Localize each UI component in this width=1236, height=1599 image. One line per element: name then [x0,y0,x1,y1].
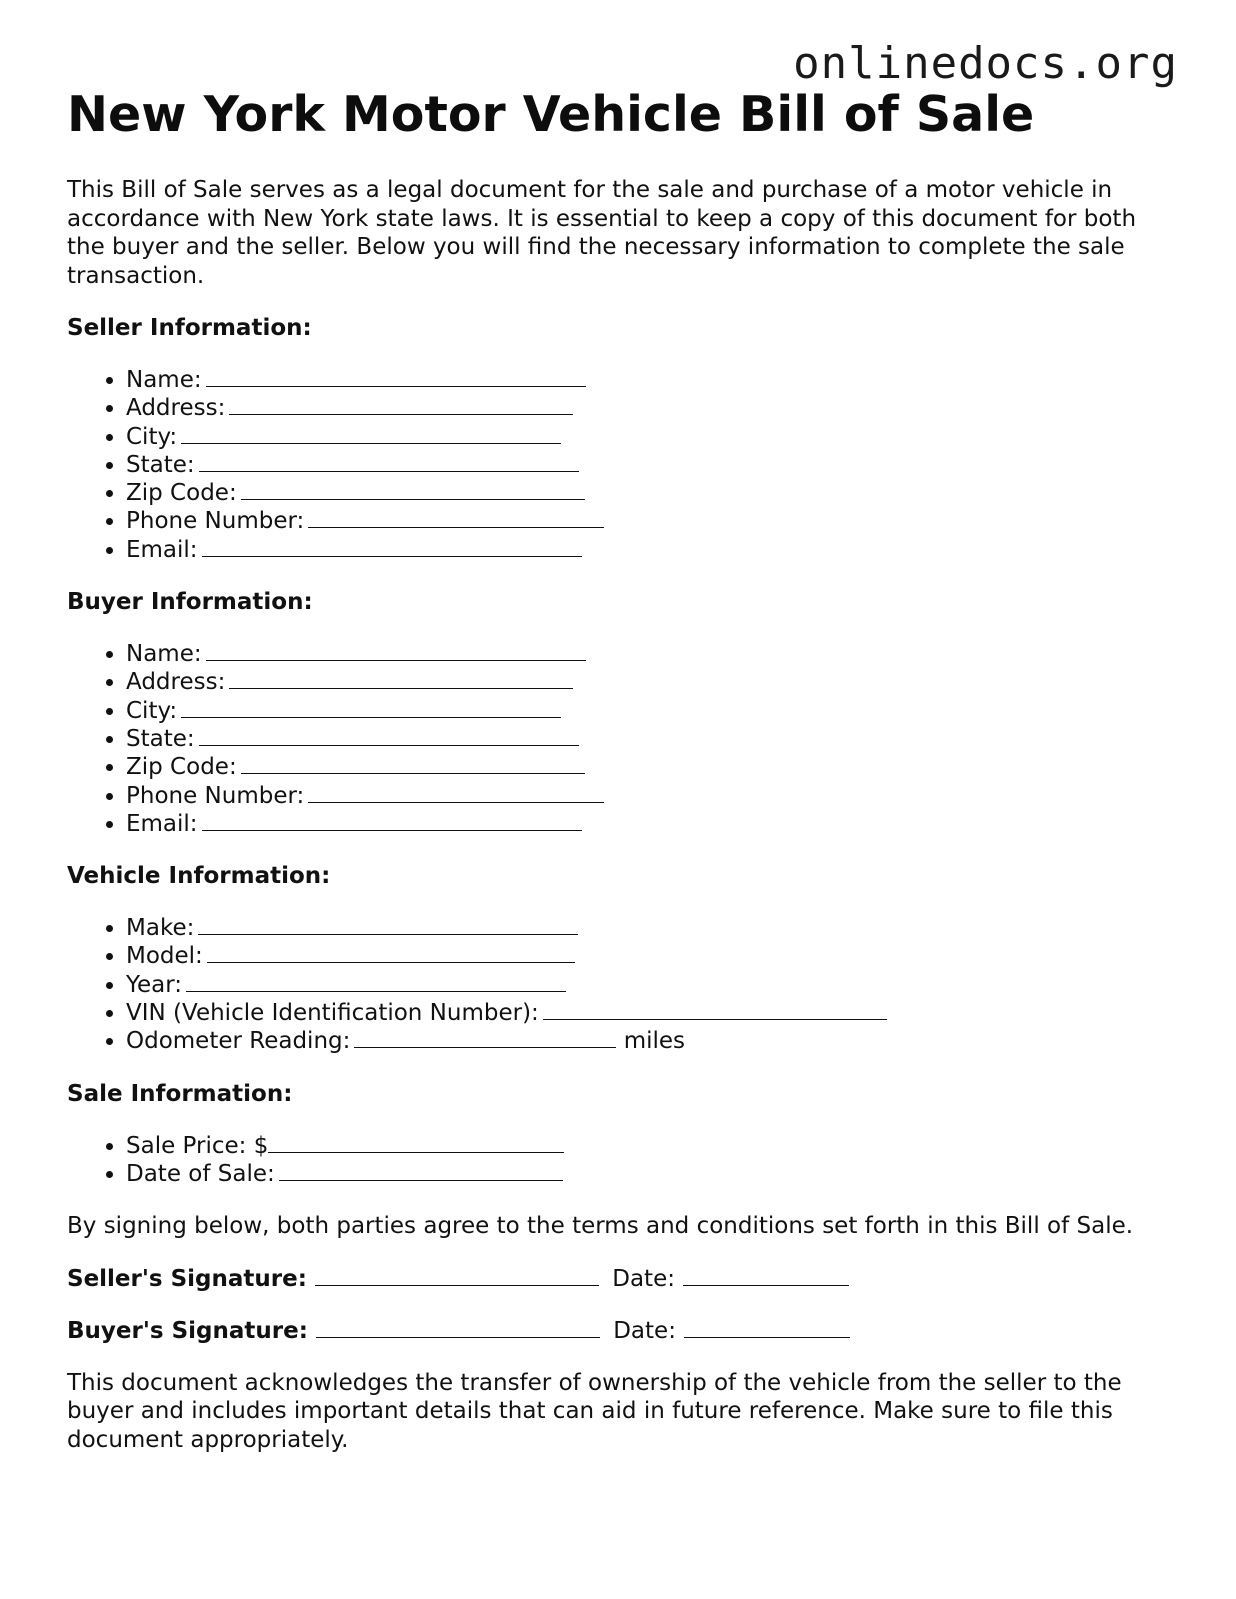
buyer-address-blank[interactable] [229,668,573,689]
buyer-city-blank[interactable] [181,697,561,718]
buyer-name-blank[interactable] [206,640,586,661]
buyer-date-blank[interactable] [684,1317,850,1338]
page-title: New York Motor Vehicle Bill of Sale [67,86,1035,143]
buyer-city-field: • City: [126,697,1177,725]
buyer-phone-blank[interactable] [308,782,604,803]
seller-heading: Seller Information: [67,315,312,341]
buyer-email-blank[interactable] [202,810,582,831]
vehicle-make-blank[interactable] [198,914,578,935]
sale-heading: Sale Information: [67,1080,293,1107]
seller-state-field: • State: [126,451,1177,479]
vehicle-odometer-field: • Odometer Reading: miles [126,1027,1177,1055]
vehicle-model-blank[interactable] [207,942,575,963]
seller-phone-field: • Phone Number: [126,507,1177,535]
buyer-email-field: • Email: [126,810,1177,838]
vehicle-odometer-blank[interactable] [354,1027,616,1048]
seller-address-blank[interactable] [229,394,573,415]
sale-fields [67,1132,1177,1189]
buyer-name-field: • Name: [126,640,1177,668]
seller-date-label: Date: [612,1265,675,1292]
vehicle-vin-blank[interactable] [543,999,887,1020]
buyer-signature-line [67,1317,1177,1345]
seller-city-blank[interactable] [181,423,561,444]
buyer-zip-blank[interactable] [241,753,585,774]
seller-signature-blank[interactable] [315,1265,599,1286]
seller-signature-label: Seller's Signature: [67,1265,307,1292]
seller-signature-line [67,1265,1177,1293]
vehicle-year-blank[interactable] [186,971,566,992]
seller-name-field: • Name: [126,366,1177,394]
seller-name-blank[interactable] [206,366,586,387]
seller-zip-field: • Zip Code: [126,479,1177,507]
seller-email-blank[interactable] [202,536,582,557]
document-body [67,86,1177,1454]
buyer-fields [67,640,1177,838]
buyer-address-field: • Address: [126,668,1177,696]
seller-date-blank[interactable] [683,1265,849,1286]
buyer-signature-label: Buyer's Signature: [67,1317,308,1344]
sale-date-field: • Date of Sale: [126,1160,1177,1188]
seller-address-field: • Address: [126,394,1177,422]
agreement-paragraph: By signing below, both parties agree to the terms and conditions set forth in this Bill of Sale. [67,1213,1134,1240]
vehicle-make-field: • Make: [126,914,1177,942]
buyer-state-field: • State: [126,725,1177,753]
sale-price-blank[interactable] [268,1132,564,1153]
odometer-unit: miles [623,1028,686,1055]
vehicle-heading: Vehicle Information: [67,863,331,890]
buyer-date-label: Date: [613,1317,676,1344]
vehicle-vin-field: • VIN (Vehicle Identification Number): [126,999,1177,1027]
intro-paragraph: This Bill of Sale serves as a legal document for the sale and purchase of a motor vehicle in accordance with New York state laws. It is essential to keep a copy of this document for both the buyer and the seller. Below you will find the necessary information to complete the sale transaction. [67,177,1137,289]
seller-phone-blank[interactable] [308,507,604,528]
buyer-state-blank[interactable] [199,725,579,746]
seller-fields [67,366,1177,564]
sale-price-field: • Sale Price: $ [126,1132,1177,1160]
vehicle-model-field: • Model: [126,942,1177,970]
watermark: onlinedocs.org [793,38,1178,89]
buyer-phone-field: • Phone Number: [126,782,1177,810]
seller-email-field: • Email: [126,536,1177,564]
buyer-zip-field: • Zip Code: [126,753,1177,781]
seller-state-blank[interactable] [199,451,579,472]
vehicle-fields [67,914,1177,1055]
seller-zip-blank[interactable] [241,479,585,500]
seller-city-field: • City: [126,423,1177,451]
closing-paragraph: This document acknowledges the transfer of ownership of the vehicle from the seller to the buyer and includes important details that can aid in future reference. Make sure to file this document appropriately. [67,1369,1122,1453]
vehicle-year-field: • Year: [126,971,1177,999]
buyer-heading: Buyer Information: [67,589,313,616]
sale-date-blank[interactable] [279,1160,563,1181]
buyer-signature-blank[interactable] [316,1317,600,1338]
